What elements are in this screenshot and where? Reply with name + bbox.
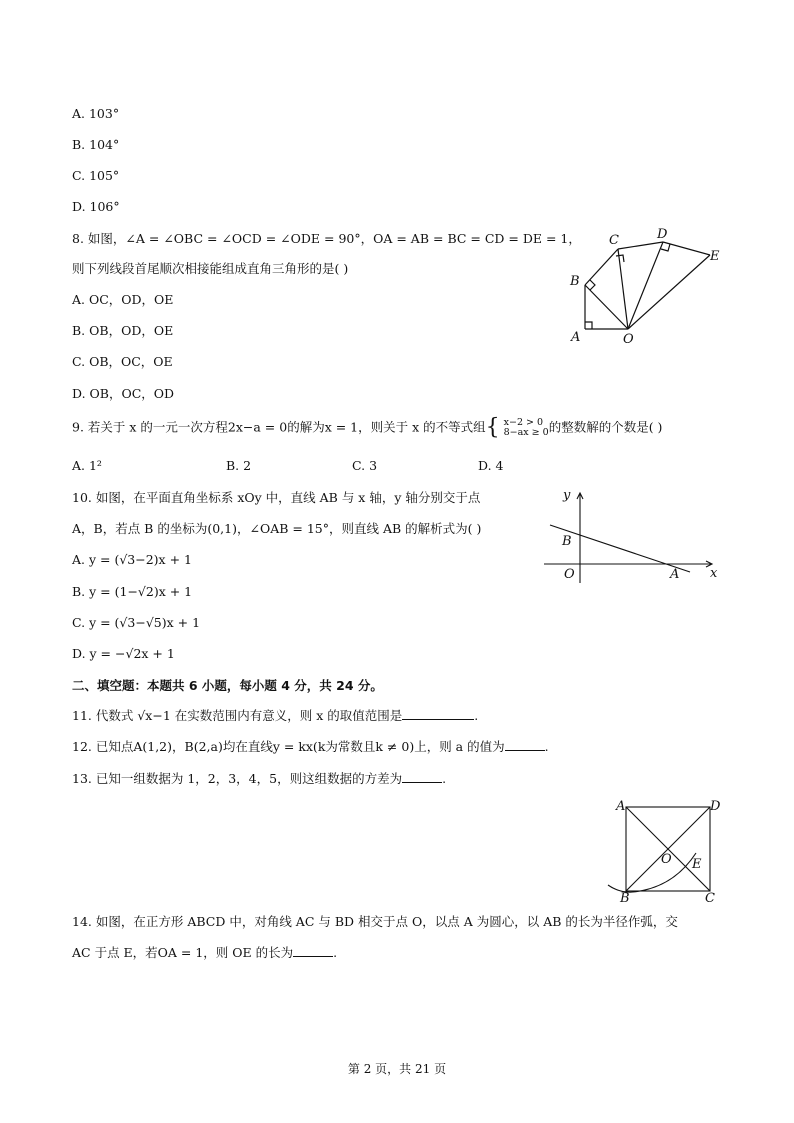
q8-option-a: A. OC，OD，OE: [72, 292, 174, 307]
q11-end: .: [474, 708, 479, 723]
q10-option-c: C. y = (√3−√5)x + 1: [72, 615, 201, 630]
q9-option-c: C. 3: [352, 458, 378, 473]
q7-option-b: B. 104°: [72, 137, 120, 152]
q12-end: .: [544, 739, 549, 754]
page-number: 第 2 页，共 21 页: [347, 1062, 447, 1076]
q14-label-a: A: [616, 799, 626, 814]
q8-option-b: B. OB，OD，OE: [72, 323, 174, 338]
q8-label-o: O: [623, 332, 634, 347]
q10-option-d: D. y = −√2x + 1: [72, 646, 175, 661]
q9-option-d: D. 4: [478, 458, 504, 473]
q7-option-a: A. 103°: [72, 106, 120, 121]
q11-text: 11. 代数式 √x−1 在实数范围内有意义，则 x 的取值范围是: [72, 708, 403, 723]
q14-stem-line2: [72, 944, 337, 962]
q8-option-d: D. OB，OC，OD: [72, 386, 175, 401]
q10-option-a: A. y = (√3−2)x + 1: [72, 552, 192, 567]
q14-stem-line1: 14. 如图，在正方形 ABCD 中，对角线 AC 与 BD 相交于点 O，以点 A 为圆心，以 AB 的长为半径作弧，交: [72, 914, 678, 929]
q8-right-angle-b: [590, 280, 595, 290]
q8-label-b: B: [570, 274, 580, 289]
q13-answer-blank[interactable]: [402, 770, 442, 783]
q10-figure: [540, 485, 725, 585]
q10-label-a: A: [670, 567, 680, 582]
q8-seg-oe: [628, 255, 710, 329]
q8-figure: [560, 225, 730, 350]
q8-label-c: C: [609, 233, 619, 248]
q7-option-d: D. 106°: [72, 199, 120, 214]
q8-seg-od: [628, 242, 663, 329]
q9-option-a: A. 1²: [72, 458, 102, 473]
q10-label-y: y: [563, 488, 571, 503]
q9-stem-pre: 9. 若关于 x 的一元一次方程2x−a = 0的解为x = 1，则关于 x 的不等式组: [72, 419, 486, 435]
q8-stem-line2: 则下列线段首尾顺次相接能组成直角三角形的是( ): [72, 261, 349, 276]
q8-option-c: C. OB，OC，OE: [72, 354, 173, 369]
q12-text: 12. 已知点A(1,2)，B(2,a)均在直线y = kx(k为常数且k ≠ 0)上，则 a 的值为: [72, 739, 505, 754]
q13: [72, 770, 446, 788]
q14-label-e: E: [692, 857, 702, 872]
q9-brace: {: [485, 415, 500, 440]
q9-ineq-2: 8−ax ≥ 0: [503, 427, 549, 438]
q14-text: AC 于点 E，若OA = 1，则 OE 的长为: [72, 945, 294, 960]
q10-stem-line2: A，B，若点 B 的坐标为(0,1)，∠OAB = 15°，则直线 AB 的解析式为( ): [72, 521, 482, 536]
q12-answer-blank[interactable]: [505, 738, 545, 751]
q14-answer-blank[interactable]: [293, 944, 333, 957]
q11-answer-blank[interactable]: [402, 707, 474, 720]
q14-label-d: D: [710, 799, 721, 814]
q8-stem-line1: 8. 如图，∠A = ∠OBC = ∠OCD = ∠ODE = 90°，OA = AB = BC = CD = DE = 1，: [72, 231, 581, 246]
q9-ineq-1: x−2 > 0: [503, 417, 544, 428]
q9-stem: [72, 415, 663, 440]
q13-text: 13. 已知一组数据为 1，2，3，4，5，则这组数据的方差为: [72, 771, 403, 786]
q14-end: .: [333, 945, 338, 960]
q14-label-b: B: [620, 891, 630, 906]
q14-figure: [600, 795, 730, 905]
q13-end: .: [442, 771, 447, 786]
q14-label-o: O: [661, 852, 672, 867]
q10-label-o: O: [564, 567, 575, 582]
q10-stem-line1: 10. 如图，在平面直角坐标系 xOy 中，直线 AB 与 x 轴，y 轴分别交于点: [72, 490, 481, 505]
q14-label-c: C: [705, 891, 715, 906]
q11: [72, 707, 478, 725]
q8-label-e: E: [710, 249, 720, 264]
q9-inequality-system: [504, 418, 549, 438]
q8-right-angle-a: [585, 322, 592, 329]
q8-seg-oc: [618, 249, 628, 329]
q8-seg-bc: [585, 249, 618, 285]
q8-label-d: D: [657, 227, 668, 242]
q8-label-a: A: [571, 330, 581, 345]
q9-option-b: B. 2: [226, 458, 252, 473]
q14-arc-be: [608, 853, 696, 892]
q10-label-b: B: [562, 534, 572, 549]
section-2-heading: 二、填空题：本题共 6 小题，每小题 4 分，共 24 分。: [72, 678, 383, 693]
q9-stem-post: 的整数解的个数是( ): [548, 419, 663, 435]
q7-option-c: C. 105°: [72, 168, 120, 183]
q10-label-x: x: [710, 566, 718, 581]
q12: [72, 738, 549, 756]
q8-seg-de: [663, 242, 710, 255]
q10-option-b: B. y = (1−√2)x + 1: [72, 584, 193, 599]
q8-seg-cd: [618, 242, 663, 249]
